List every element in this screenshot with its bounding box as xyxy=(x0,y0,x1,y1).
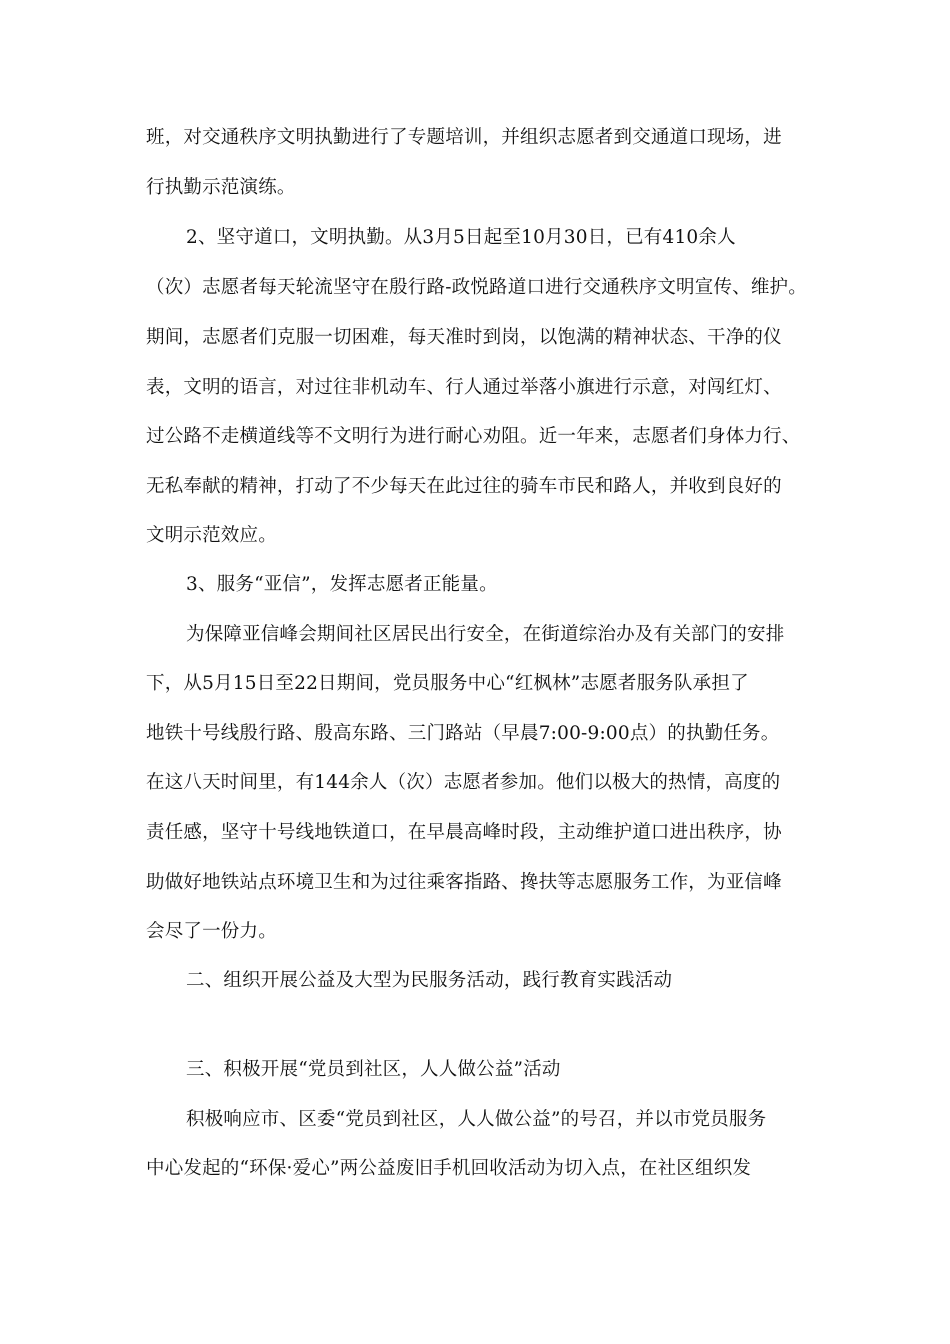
paragraph-line: 行执勤示范演练。 xyxy=(146,177,296,198)
paragraph-line: 地铁十号线殷行路、殷高东路、三门路站（早晨7:00-9:00点）的执勤任务。 xyxy=(146,723,780,744)
paragraph-line: 下，从5月15日至22日期间，党员服务中心“红枫林”志愿者服务队承担了 xyxy=(146,673,749,694)
paragraph-line: 在这八天时间里，有144余人（次）志愿者参加。他们以极大的热情，高度的 xyxy=(146,772,781,793)
paragraph-line: （次）志愿者每天轮流坚守在殷行路-政悦路道口进行交通秩序文明宣传、维护。 xyxy=(146,277,807,298)
paragraph-line: 为保障亚信峰会期间社区居民出行安全，在街道综治办及有关部门的安排 xyxy=(186,624,785,645)
paragraph-line: 表，文明的语言，对过往非机动车、行人通过举落小旗进行示意，对闯红灯、 xyxy=(146,377,782,398)
paragraph-line: 过公路不走横道线等不文明行为进行耐心劝阻。近一年来，志愿者们身体力行、 xyxy=(146,426,801,447)
section-heading: 二、组织开展公益及大型为民服务活动，践行教育实践活动 xyxy=(186,970,673,991)
paragraph-line: 2、坚守道口，文明执勤。从3月5日起至10月30日，已有410余人 xyxy=(186,227,736,248)
paragraph-line: 会尽了一份力。 xyxy=(146,921,277,942)
section-heading: 3、服务“亚信”，发挥志愿者正能量。 xyxy=(186,574,498,595)
section-heading: 三、积极开展“党员到社区，人人做公益”活动 xyxy=(186,1059,561,1080)
paragraph-line: 中心发起的“环保·爱心”两公益废旧手机回收活动为切入点，在社区组织发 xyxy=(146,1158,752,1179)
paragraph-line: 助做好地铁站点环境卫生和为过往乘客指路、搀扶等志愿服务工作，为亚信峰 xyxy=(146,872,782,893)
paragraph-line: 期间，志愿者们克服一切困难，每天准时到岗，以饱满的精神状态、干净的仪 xyxy=(146,327,782,348)
paragraph-line: 无私奉献的精神，打动了不少每天在此过往的骑车市民和路人，并收到良好的 xyxy=(146,476,782,497)
paragraph-line: 积极响应市、区委“党员到社区，人人做公益”的号召，并以市党员服务 xyxy=(186,1109,767,1130)
paragraph-line: 班，对交通秩序文明执勤进行了专题培训，并组织志愿者到交通道口现场，进 xyxy=(146,127,782,148)
paragraph-line: 文明示范效应。 xyxy=(146,525,277,546)
paragraph-line: 责任感，坚守十号线地铁道口，在早晨高峰时段，主动维护道口进出秩序，协 xyxy=(146,822,782,843)
